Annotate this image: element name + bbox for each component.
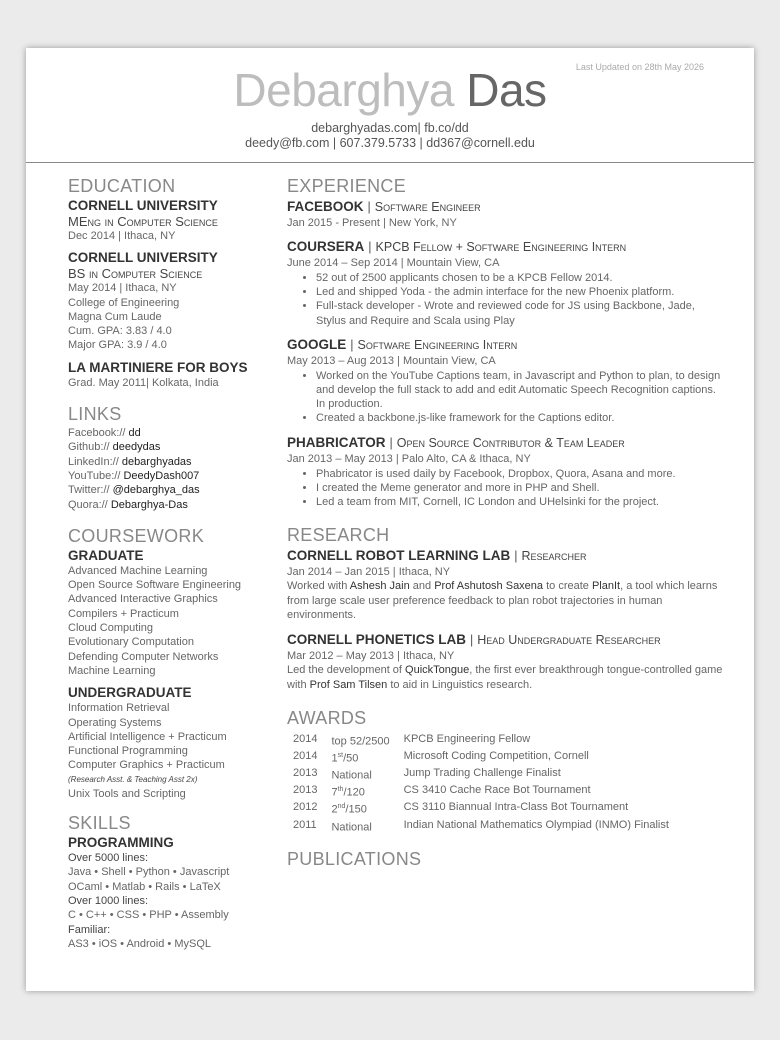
skill-level: Over 5000 lines: xyxy=(68,852,149,865)
lab-description xyxy=(287,579,723,623)
experience-title: EXPERIENCE xyxy=(287,176,407,196)
job-bullet: • Created a backbone.js-like framework for the Captions editor. xyxy=(316,411,723,425)
job-meta: June 2014 – Sep 2014 | Mountain View, CA xyxy=(287,257,500,269)
job-bullet: • Worked on the YouTube Captions team, in Javascript and Python to plan, to design and develop the full stack to add and edit Automatic Speech Recognition captions. In production. xyxy=(316,369,723,412)
lab-role: Researcher xyxy=(521,549,587,564)
graduate-heading: GRADUATE xyxy=(68,547,144,563)
education-entry xyxy=(68,360,258,390)
job-heading xyxy=(287,434,723,452)
skill-items: Java • Shell • Python • Javascript xyxy=(68,866,230,879)
job-entry xyxy=(287,336,723,426)
contact-info xyxy=(26,121,754,151)
rank-suffix: nd xyxy=(337,803,346,811)
job-role: Software Engineering Intern xyxy=(357,337,518,352)
link-label: Github:// xyxy=(68,441,110,454)
rank-text: 1 xyxy=(331,752,338,765)
award-year: 2013 xyxy=(293,784,318,797)
job-org: COURSERA xyxy=(287,239,365,254)
award-name: KPCB Engineering Fellow xyxy=(403,733,531,746)
header-divider xyxy=(26,162,754,163)
award-rank xyxy=(331,818,403,835)
course-item: Advanced Interactive Graphics xyxy=(68,593,218,606)
separator: | xyxy=(389,435,393,450)
rank-suffix: th xyxy=(337,786,344,794)
job-bullets xyxy=(287,467,723,510)
link-value[interactable]: deedydas xyxy=(112,441,161,454)
job-heading xyxy=(287,198,723,216)
awards-title: AWARDS xyxy=(287,708,367,729)
link-label: Quora:// xyxy=(68,498,108,511)
first-name: Debarghya xyxy=(233,64,454,116)
award-name: CS 3410 Cache Race Bot Tournament xyxy=(403,784,591,797)
degree: BS in Computer Science xyxy=(68,266,203,282)
course-item: Artificial Intelligence + Practicum xyxy=(68,730,227,743)
lab-role: Head Undergraduate Researcher xyxy=(477,633,661,648)
course-item: Evolutionary Computation xyxy=(68,636,194,649)
link-quora[interactable] xyxy=(68,498,258,512)
rank-total: /120 xyxy=(343,787,365,800)
skills-list xyxy=(68,851,258,951)
school-name: CORNELL UNIVERSITY xyxy=(68,250,218,266)
education-detail: Magna Cum Laude xyxy=(68,310,162,323)
separator: | xyxy=(470,633,474,648)
award-row xyxy=(293,766,683,783)
text-run: Worked with xyxy=(287,580,350,593)
person-name: Ashesh Jain xyxy=(349,580,410,593)
text-run: to aid in Linguistics research. xyxy=(387,678,533,691)
job-meta: Jan 2015 - Present | New York, NY xyxy=(287,217,457,229)
course-item: Unix Tools and Scripting xyxy=(68,787,186,800)
job-org: GOOGLE xyxy=(287,336,347,352)
award-name: CS 3110 Biannual Intra-Class Bot Tournament xyxy=(403,801,629,814)
job-bullet: • Led a team from MIT, Cornell, IC London and UHelsinki for the project. xyxy=(316,495,723,509)
course-item: Computer Graphics + Practicum xyxy=(68,759,225,772)
link-label: YouTube:// xyxy=(68,469,121,482)
job-meta: Jan 2013 – May 2013 | Palo Alto, CA & Ithaca, NY xyxy=(287,452,531,465)
last-updated: Last Updated on 28th May 2026 xyxy=(575,62,704,72)
education-detail: May 2014 | Ithaca, NY xyxy=(68,282,177,295)
rank-suffix: st xyxy=(337,752,344,760)
research-heading xyxy=(287,547,723,565)
job-heading xyxy=(287,238,723,256)
course-item: Functional Programming xyxy=(68,745,188,758)
name-heading xyxy=(26,62,754,118)
programming-heading: PROGRAMMING xyxy=(68,835,174,851)
education-entry xyxy=(68,198,258,243)
rank-text: 2 xyxy=(331,804,338,817)
skill-level: Over 1000 lines: xyxy=(68,894,149,907)
job-bullet: • Full-stack developer - Wrote and reviewed code for JS using Backbone, Jade, Stylus and Require and Scala using Play xyxy=(316,299,723,327)
education-detail: Dec 2014 | Ithaca, NY xyxy=(68,230,176,242)
research-entry xyxy=(287,631,723,692)
award-name: Indian National Mathematics Olympiad (INMO) Finalist xyxy=(403,818,669,831)
award-year: 2014 xyxy=(293,733,318,746)
job-entry xyxy=(287,238,723,328)
research-heading xyxy=(287,631,723,649)
course-item: Defending Computer Networks xyxy=(68,650,219,663)
undergrad-heading: UNDERGRADUATE xyxy=(68,685,192,701)
award-rank xyxy=(331,800,403,817)
award-rank xyxy=(331,732,403,749)
education-detail: Cum. GPA: 3.83 / 4.0 xyxy=(68,325,172,338)
job-bullets xyxy=(287,271,723,328)
skill-items: OCaml • Matlab • Rails • LaTeX xyxy=(68,880,221,893)
job-bullet: • Phabricator is used daily by Facebook, Dropbox, Quora, Asana and more. xyxy=(316,467,723,481)
person-name: Prof Sam Tilsen xyxy=(309,678,388,691)
course-item: Advanced Machine Learning xyxy=(68,564,208,577)
contact-line-web[interactable]: debarghyadas.com| fb.co/dd xyxy=(311,121,469,135)
rank-total: /50 xyxy=(343,752,359,765)
link-facebook[interactable] xyxy=(68,426,258,440)
award-name: Microsoft Coding Competition, Cornell xyxy=(403,750,589,763)
link-value[interactable]: debarghyadas xyxy=(121,455,192,468)
rank-text: National xyxy=(331,769,372,782)
school-name: LA MARTINIERE FOR BOYS xyxy=(68,359,248,375)
award-year: 2013 xyxy=(293,767,318,780)
education-detail: Grad. May 2011| Kolkata, India xyxy=(68,376,219,389)
course-item: Open Source Software Engineering xyxy=(68,579,242,592)
right-column xyxy=(287,174,723,871)
education-title: EDUCATION xyxy=(68,176,176,196)
course-item: Cloud Computing xyxy=(68,622,153,635)
lab-name: CORNELL PHONETICS LAB xyxy=(287,632,467,648)
graduate-course-list xyxy=(68,564,258,678)
job-entry xyxy=(287,434,723,510)
lab-meta: Mar 2012 – May 2013 | Ithaca, NY xyxy=(287,650,455,663)
award-rank xyxy=(331,766,403,783)
course-item: Operating Systems xyxy=(68,716,162,729)
links-list xyxy=(68,426,258,512)
degree: MEng in Computer Science xyxy=(68,214,218,229)
rank-text: National xyxy=(331,821,372,834)
award-row xyxy=(293,783,683,800)
text-run: and xyxy=(409,580,435,593)
text-run: , the first ever breakthrough tongue-controlled game with xyxy=(287,664,723,691)
skills-title: SKILLS xyxy=(68,813,131,834)
person-name: Prof Ashutosh Saxena xyxy=(434,580,544,593)
skill-items: C • C++ • CSS • PHP • Assembly xyxy=(68,909,229,922)
coursework-title: COURSEWORK xyxy=(68,525,205,546)
education-detail: Major GPA: 3.9 / 4.0 xyxy=(68,339,167,352)
job-role: Open Source Contributor & Team Leader xyxy=(396,435,625,450)
course-item: Machine Learning xyxy=(68,664,156,677)
link-value[interactable]: dd xyxy=(128,427,141,440)
education-entry xyxy=(68,250,258,352)
publications-title: PUBLICATIONS xyxy=(287,848,422,869)
award-row xyxy=(293,749,683,766)
awards-table xyxy=(293,732,683,834)
award-name: Jump Trading Challenge Finalist xyxy=(403,767,561,780)
school-name: CORNELL UNIVERSITY xyxy=(68,198,218,213)
lab-meta: Jan 2014 – Jan 2015 | Ithaca, NY xyxy=(287,566,451,579)
job-org: PHABRICATOR xyxy=(287,434,386,450)
link-value[interactable]: Debarghya-Das xyxy=(110,498,188,511)
link-label: Facebook:// xyxy=(68,427,126,440)
job-role: KPCB Fellow + Software Engineering Intern xyxy=(375,240,627,254)
skill-level: Familiar: xyxy=(68,923,111,936)
undergrad-course-list xyxy=(68,701,258,801)
job-bullets xyxy=(287,369,723,426)
left-column xyxy=(68,174,258,958)
contact-line-email-phone[interactable]: deedy@fb.com | 607.379.5733 | dd367@cornell.edu xyxy=(245,136,535,150)
award-row xyxy=(293,732,683,749)
last-name: Das xyxy=(466,64,547,116)
rank-text: top 52/2500 xyxy=(331,735,390,748)
text-run: Led the development of xyxy=(287,664,406,677)
lab-name: CORNELL ROBOT LEARNING LAB xyxy=(287,548,511,564)
link-github[interactable] xyxy=(68,440,258,454)
separator: | xyxy=(514,549,518,564)
link-value[interactable]: DeedyDash007 xyxy=(123,469,200,482)
award-year: 2012 xyxy=(293,801,318,814)
link-value[interactable]: @debarghya_das xyxy=(112,484,200,497)
course-item: Compilers + Practicum xyxy=(68,607,179,620)
link-label: Twitter:// xyxy=(68,484,110,497)
link-twitter[interactable] xyxy=(68,483,258,497)
award-rank xyxy=(331,749,403,766)
job-meta: May 2013 – Aug 2013 | Mountain View, CA xyxy=(287,354,496,367)
research-entry xyxy=(287,547,723,623)
link-label: LinkedIn:// xyxy=(68,455,119,468)
resume-page xyxy=(26,48,754,991)
job-heading xyxy=(287,336,723,354)
job-bullet: • I created the Meme generator and more in PHP and Shell. xyxy=(316,481,723,495)
separator: | xyxy=(368,240,372,254)
research-title: RESEARCH xyxy=(287,525,390,546)
job-entry xyxy=(287,198,723,230)
text-run: to create xyxy=(543,580,592,593)
job-bullet: • 52 out of 2500 applicants chosen to be a KPCB Fellow 2014. xyxy=(316,271,723,285)
job-bullet: • Led and shipped Yoda - the admin interface for the new Phoenix platform. xyxy=(316,285,723,299)
link-youtube[interactable] xyxy=(68,469,258,483)
job-role: Software Engineer xyxy=(374,200,481,214)
links-title: LINKS xyxy=(68,404,122,425)
rank-total: /150 xyxy=(345,804,367,817)
course-item: Information Retrieval xyxy=(68,702,170,715)
skill-items: AS3 • iOS • Android • MySQL xyxy=(68,937,211,950)
award-row xyxy=(293,800,683,817)
project-name: PlanIt xyxy=(591,580,621,593)
separator: | xyxy=(350,337,354,352)
education-detail: College of Engineering xyxy=(68,296,180,309)
text-run: , a tool which learns from large scale user preference feedback to plan robot trajectories in human environments. xyxy=(287,580,718,622)
link-linkedin[interactable] xyxy=(68,455,258,469)
lab-description xyxy=(287,663,723,692)
award-year: 2014 xyxy=(293,750,318,763)
job-org: FACEBOOK xyxy=(287,199,364,214)
rank-text: 7 xyxy=(331,787,338,800)
award-rank xyxy=(331,783,403,800)
project-name: QuickTongue xyxy=(405,664,470,677)
course-note: (Research Asst. & Teaching Asst 2x) xyxy=(68,774,198,784)
award-year: 2011 xyxy=(293,818,317,831)
separator: | xyxy=(367,200,371,214)
award-row xyxy=(293,818,683,835)
